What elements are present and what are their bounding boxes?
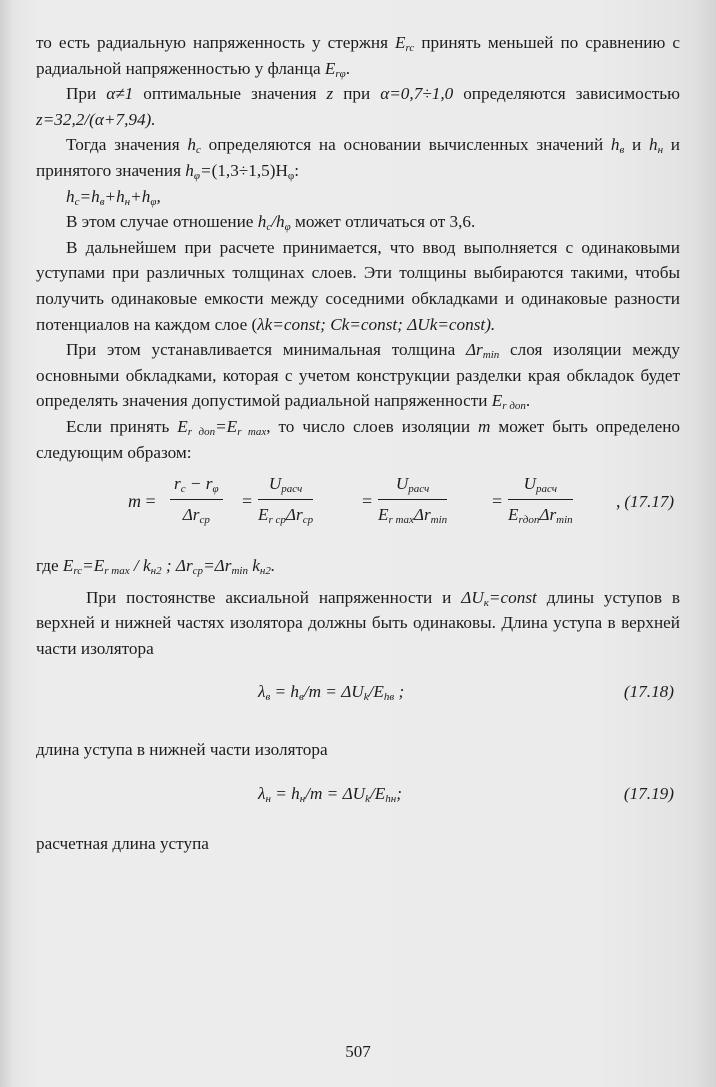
equation-17-18: $\lambda_в = h_в/m = \Delta U_k/E_{hв}$ ; (17.18): [258, 682, 674, 704]
paragraph-7: При этом устанавливается минимальная толщина $\Delta r_{min}$ слоя изоляции между основными обкладками, которая с учетом конструкции разделки края обкладок будет определять значения допустимой радиальной напряженности $E_{r доп}$.: [36, 340, 680, 413]
paragraph-5: В этом случае отношение $h_c/h_\varphi$ может отличаться от 3,6.: [66, 212, 476, 234]
equation-17-17: m = $r_c - r_\varphi$ $\Delta r_{cp}$ = $U_{расч}$ $E_{r cp}\Delta r_{cp}$ = $U_{расч}$ $E_{r max}\Delta r_{min}$ = $U_{расч}$ $E_{rдоп}\Delta r_{min}$ , (17.17): [36, 471, 680, 549]
body-text: [36, 30, 680, 857]
paragraph-6: В дальнейшем при расчете принимается, что ввод выполняется с одинаковыми уступами при различных толщинах слоев. Эти толщины выбираются такими, чтобы получить одинаковые емкости между соседними обкладками и одинаковые разности потенциалов на каждом слое (λk=const; Ck=const; ΔUk=const).: [36, 237, 680, 334]
paragraph-1: то есть радиальную напряженность у стержня $E_{rc}$ принять меньшей по сравнению с радиальной напряженностью у фланца $E_{r\varphi}$.: [36, 33, 680, 80]
paragraph-11: длина уступа в нижней части изолятора: [36, 740, 328, 760]
equation-hc: $h_c=h_в+h_н+h_\varphi$,: [66, 186, 161, 208]
paragraph-8: Если принять $E_{r доп}=E_{r max}$, то число слоев изоляции m может быть определено следующим образом:: [36, 416, 680, 462]
paragraph-2: При α≠1 оптимальные значения z при α=0,7÷1,0 определяются зависимостью z=32,2/(α+7,94).: [36, 84, 680, 129]
paragraph-12: расчетная длина уступа: [36, 834, 209, 854]
equation-17-19: $\lambda_н = h_н/m = \Delta U_k/E_{hн}$; (17.19): [258, 784, 674, 806]
paragraph-3: Тогда значения $h_c$ определяются на основании вычисленных значений $h_в$ и $h_н$ и принятого значения $h_\varphi=(1,3\div 1,5)H_\varphi$:: [36, 135, 680, 182]
page-number: 507: [345, 1042, 371, 1061]
paragraph-9: где $E_{rc}=E_{r max} / k_{н2}$ ; $\Delta r_{cp}=\Delta r_{min}$ $k_{н2}$.: [36, 556, 276, 578]
paragraph-10: При постоянстве аксиальной напряженности и $\Delta U_к=const$ длины уступов в верхней и нижней частях изолятора должны быть одинаковы. Длина уступа в верхней части изолятора: [36, 587, 680, 658]
